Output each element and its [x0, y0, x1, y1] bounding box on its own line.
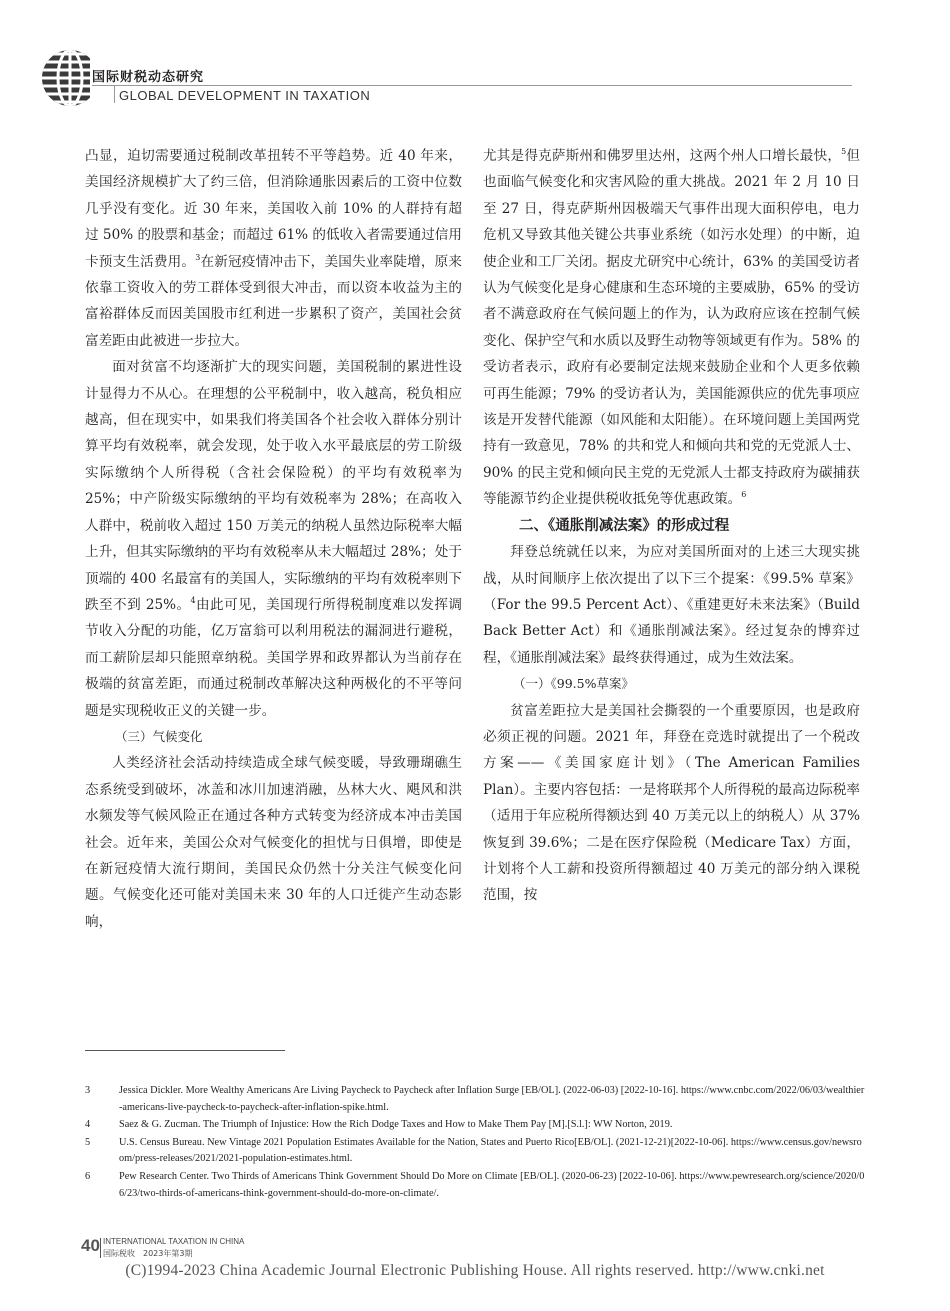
footnote-ref[interactable]: 5: [841, 147, 847, 156]
footnote: [85, 1083, 865, 1116]
footnote-ref[interactable]: 6: [741, 490, 747, 500]
footnote-text: Jessica Dickler. More Wealthy Americans Are Living Paycheck to Paycheck after Inflation Surge [EB/OL]. (2022-06-03) [2022-10-16]. https://www.cnbc.com/2022/06/03/wealthier-americans-live-paycheck-to-paycheck-after-inflation-spike.html.: [119, 1085, 865, 1113]
left-column: [85, 143, 462, 935]
paragraph: 尤其是得克萨斯州和佛罗里达州，这两个州人口增长最快，$^5$但也面临气候变化和灾害风险的重大挑战。2021 年 2 月 10 日至 27 日，得克萨斯州因极端天气事件出现大面积停电，电力危机又导致其他关键公共事业系统（如污水处理）的中断，迫使企业和工厂关闭。据皮尤研究中心统计，63% 的美国受访者认为气候变化是身心健康和生态环境的主要威胁，65% 的受访者不满意政府在气候问题上的作为，认为政府应该在控制气候变化、保护空气和水质以及野生动物等领域更有作为。58% 的受访者表示，政府有必要制定法规来鼓励企业和个人更多依赖可再生能源；79% 的受访者认为，美国能源供应的优先事项应该是开发替代能源（如风能和太阳能）。在环境问题上美国两党持有一致意见，78% 的共和党人和倾向共和党的无党派人士、90% 的民主党和倾向民主党的无党派人士都支持政府为碳捕获等能源节约企业提供税收抵免等优惠政策。$^6$: [483, 147, 861, 508]
footnote-number: 6: [85, 1170, 91, 1182]
footnote: [85, 1117, 865, 1134]
header-divider: [92, 85, 852, 86]
page-number: 40: [81, 1236, 100, 1255]
header-divider-tick: [114, 85, 115, 103]
footer-journal-cn: 国际税收 2023年第3期: [103, 1249, 193, 1258]
paragraph: 拜登总统就任以来，为应对美国所面对的上述三大现实挑战，从时间顺序上依次提出了以下三个提案：《99.5% 草案》（For the 99.5 Percent Act）、《重建更好未来法案》（Build Back Better Act）和《通胀削减法案》。经过复杂的博弈过程，《通胀削减法案》最终获得通过，成为生效法案。: [483, 544, 860, 666]
section-heading: 二、《通胀削减法案》的形成过程: [519, 517, 730, 534]
footnote: [85, 1135, 865, 1168]
footnote-divider: [85, 1050, 285, 1051]
paragraph: 凸显，迫切需要通过税制改革扭转不平等趋势。近 40 年来，美国经济规模扩大了约三倍，但消除通胀因素后的工资中位数几乎没有变化。近 30 年来，美国收入前 10% 的人群持有超过 50% 的股票和基金；而超过 61% 的低收入者需要通过信用卡预支生活费用。$^3$在新冠疫情冲击下，美国失业率陡增，原来依靠工资收入的劳工群体受到很大冲击，而以资本收益为主的富裕群体反而因美国股市红利进一步累积了资产，美国社会贫富差距由此被进一步拉大。: [85, 148, 463, 349]
footnote-text: Saez & G. Zucman. The Triumph of Injustice: How the Rich Dodge Taxes and How to Make Them Pay [M].[S.l.]: WW Norton, 2019.: [119, 1119, 673, 1131]
journal-title-cn: 国际财税动态研究: [92, 70, 205, 85]
footnote-number: 5: [85, 1136, 91, 1148]
footnotes: [85, 1083, 865, 1203]
subsection-heading: （三）气候变化: [115, 728, 203, 744]
footnote-text: Pew Research Center. Two Thirds of Americans Think Government Should Do More on Climate [EB/OL]. (2020-06-23) [2022-10-06]. https://www.pewresearch.org/science/2020/06/23/two-thirds-of-americans-think-government-should-do-more-on-climate/.: [119, 1170, 865, 1199]
page-header: [0, 0, 950, 110]
footnote-number: 3: [85, 1085, 91, 1096]
paragraph: 人类经济社会活动持续造成全球气候变暖，导致珊瑚礁生态系统受到破坏，冰盖和冰川加速消融，丛林大火、飓风和洪水频发等气候风险正在通过各种方式转变为经济成本冲击美国社会。近年来，美国公众对气候变化的担忧与日俱增，即使是在新冠疫情大流行期间，美国民众仍然十分关注气候变化问题。气候变化还可能对美国未来 30 年的人口迁徙产生动态影响，: [85, 755, 462, 930]
paragraph: 面对贫富不均逐渐扩大的现实问题，美国税制的累进性设计显得力不从心。在理想的公平税制中，收入越高，税负相应越高，但在现实中，如果我们将美国各个社会收入群体分别计算平均有效税率，就会发现，处于收入水平最底层的劳工阶级实际缴纳个人所得税（含社会保险税）的平均有效税率为 25%；中产阶级实际缴纳的平均有效税率为 28%；在高收入人群中，税前收入超过 150 万美元的纳税人虽然边际税率大幅上升，但其实际缴纳的平均有效税率从未大幅超过 28%；处于顶端的 400 名最富有的美国人，实际缴纳的平均有效税率则下跌至不到 25%。$^4$由此可见，美国现行所得税制度难以发挥调节收入分配的功能，亿万富翁可以利用税法的漏洞进行避税，而工薪阶层却只能照章纳税。美国学界和政界都认为当前存在极端的贫富差距，而通过税制改革解决这种两极化的不平等问题是实现税收正义的关键一步。: [85, 359, 462, 719]
footnote-text: U.S. Census Bureau. New Vintage 2021 Population Estimates Available for the Nation, States and Puerto Rico[EB/OL]. (2021-12-21)[2022-10-06]. https://www.census.gov/newsroom/press-releases/2021/2021-population-estimates.html.: [119, 1136, 862, 1165]
footer-journal-en: INTERNATIONAL TAXATION IN CHINA: [103, 1237, 245, 1246]
footnote-ref[interactable]: 4: [190, 595, 196, 605]
footnote-number: 4: [85, 1119, 91, 1131]
paragraph: 贫富差距拉大是美国社会撕裂的一个重要原因，也是政府必须正视的问题。2021 年，拜登在竞选时就提出了一个税改方案——《美国家庭计划》（The American Families Plan）。主要内容包括：一是将联邦个人所得税的最高边际税率（适用于年应税所得额达到 40 万美元以上的纳税人）从 37% 恢复到 39.6%；二是在医疗保险税（Medicare Tax）方面，计划将个人工薪和投资所得额超过 40 万美元的部分纳入课税范围，按: [483, 702, 860, 904]
globe-logo-icon: [40, 48, 90, 108]
footnote-ref[interactable]: 3: [195, 252, 201, 262]
copyright-notice: (C)1994-2023 China Academic Journal Electronic Publishing House. All rights reserved. http://www.cnki.net: [125, 1262, 825, 1279]
subsection-heading: （一）《99.5%草案》: [513, 676, 634, 692]
footer-divider: [100, 1238, 101, 1258]
journal-title-en: GLOBAL DEVELOPMENT IN TAXATION: [119, 88, 371, 103]
footnote: [85, 1169, 865, 1202]
right-column: [483, 143, 860, 909]
